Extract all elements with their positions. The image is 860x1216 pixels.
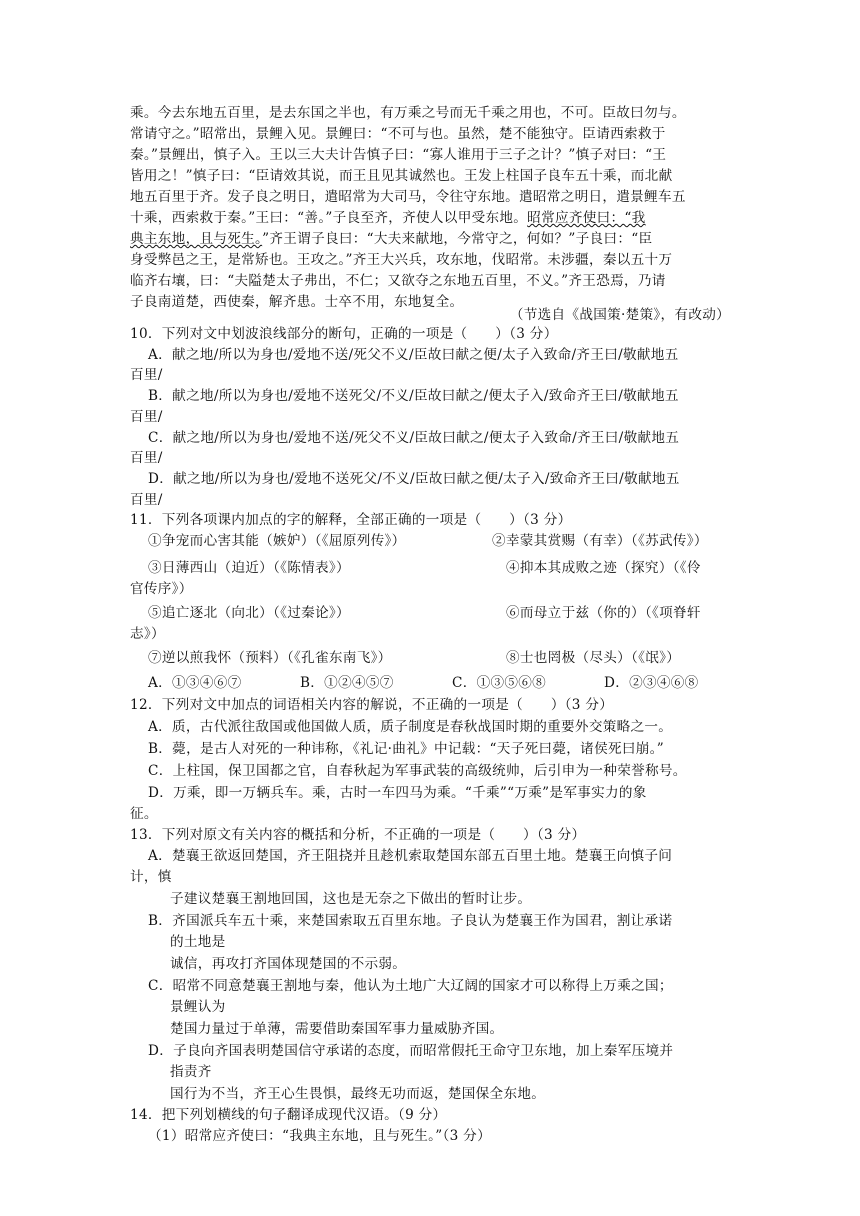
- q10-option-b-cont: 百里/: [130, 409, 163, 425]
- passage-line: 常请守之。”昭常出，景鲤入见。景鲤曰：“不可与也。虽然，楚不能独守。臣请西索救于: [130, 126, 666, 142]
- q11-item-6: ⑥而母立于兹（你的）（《项脊轩: [506, 605, 701, 621]
- q11-choice-d: D．②③④⑥⑧: [604, 675, 699, 691]
- passage-source: （节选自《战国策·楚策》，有改动）: [509, 307, 730, 323]
- passage-text: ”齐王谓子良曰：“大夫来献地，今常守之，何如？”子良曰：“臣: [262, 231, 653, 247]
- q13-option-b-cont: 的土地是: [170, 934, 226, 950]
- passage-line: 临齐右壤，曰：“夫隘楚太子弗出，不仁；又欲夺之东地五百里，不义。”齐王恐焉，乃请: [130, 273, 666, 289]
- q10-option-b: B．献之地/所以为身也/爱地不送死父/不义/臣故曰献之/便太子入/致命齐王曰/敬献地五: [148, 388, 679, 404]
- passage-line: [130, 209, 730, 227]
- q11-choice-c: C．①③⑤⑥⑧: [452, 675, 547, 691]
- q13-option-c-cont: 楚国力量过于单薄，需要借助秦国军事力量威胁齐国。: [170, 1021, 504, 1037]
- wavy-underlined-text: 典主东地，且与死生。: [130, 231, 263, 247]
- q11-choice-a: A．①③④⑥⑦: [148, 675, 242, 691]
- q13-option-c-cont: 景鲤认为: [170, 999, 226, 1015]
- q14-sub-1: （1）昭常应齐使曰：“我典主东地，且与死生。”（3 分）: [148, 1128, 491, 1144]
- q13-option-d-cont: 国行为不当，齐王心生畏惧，最终无功而返，楚国保全东地。: [170, 1086, 546, 1102]
- q13-option-c: C．昭常不同意楚襄王割地与秦，他认为土地广大辽阔的国家才可以称得上万乘之国；: [148, 978, 673, 994]
- q12-option-c: C．上柱国，保卫国都之官，自春秋起为军事武装的高级统帅，后引申为一种荣誉称号。: [148, 763, 687, 779]
- q11-item-8: ⑧士也罔极（尽头）（《氓》）: [506, 650, 681, 666]
- question-11-stem: 11．下列各项课内加点的字的解释，全部正确的一项是（ ）（3 分）: [130, 512, 572, 528]
- passage-text: 十乘，西索救于秦。”王曰：“善。”子良至齐，齐使人以甲受东地。: [130, 210, 528, 226]
- q10-option-c: C．献之地/所以为身也/爱地不送/死父不义/臣故曰献之/便太子入致命/齐王曰/敬献地五: [148, 430, 680, 446]
- passage-line: 秦。”景鲤出，慎子入。王以三大夫计告慎子曰：“寡人谁用于三子之计？”慎子对曰：“王: [130, 147, 667, 163]
- q12-option-d: D．万乘，即一万辆兵车。乘，古时一车四马为乘。“千乘”“万乘”是军事实力的象: [148, 785, 647, 801]
- q13-option-a-cont: 子建议楚襄王割地回国，这也是无奈之下做出的暂时让步。: [170, 891, 532, 907]
- passage-line: [130, 230, 730, 248]
- passage-line: 皆用之！”慎子曰：“臣请效其说，而王且见其诚然也。王发上柱国子良车五十乘，而北献: [130, 168, 673, 184]
- question-10-stem: 10．下列对文中划波浪线部分的断句，正确的一项是（ ）（3 分）: [130, 326, 558, 342]
- q11-item-7: ⑦逆以煎我怀（预料）（《孔雀东南飞》）: [148, 650, 392, 666]
- q11-item: [492, 532, 732, 550]
- q13-option-d: D．子良向齐国表明楚国信守承诺的态度，而昭常假托王命守卫东地，加上秦军压境并: [148, 1043, 674, 1059]
- q11-choice-b: B．①②④⑤⑦: [300, 675, 394, 691]
- q11-item-3: ③日薄西山（迫近）（《陈情表》）: [148, 560, 350, 576]
- q12-option-a: A．质，古代派往敌国或他国做人质，质子制度是春秋战国时期的重要外交策略之一。: [148, 719, 673, 735]
- passage-line: 子良南道楚，西使秦，解齐患。士卒不用，东地复全。: [130, 294, 464, 310]
- passage-line: 身受弊邑之王，是常矫也。王攻之。”齐王大兴兵，攻东地，伐昭常。未涉疆，秦以五十万: [130, 252, 673, 268]
- question-13-stem: 13．下列对原文有关内容的概括和分析，不正确的一项是（ ）（3 分）: [130, 827, 586, 843]
- q13-option-d-cont: 指责齐: [170, 1064, 212, 1080]
- q10-option-a-cont: 百里/: [130, 367, 163, 383]
- q13-option-b-cont: 诚信，再攻打齐国体现楚国的不示弱。: [170, 956, 407, 972]
- question-14-stem: 14．把下列划横线的句子翻译成现代汉语。（9 分）: [130, 1107, 447, 1123]
- passage-line: 乘。今去东地五百里，是去东国之半也，有万乘之号而无千乘之用也，不可。臣故曰勿与。: [130, 105, 686, 121]
- q13-option-a: A．楚襄王欲返回楚国，齐王阻挠并且趁机索取楚国东部五百里土地。楚襄王向慎子问: [148, 848, 673, 864]
- q11-item-4-cont: 官传序》）: [130, 581, 193, 597]
- q11-item-2: ②幸蒙其赏赐（有幸）（《苏武传》）: [492, 533, 708, 549]
- q12-option-d-cont: 征。: [130, 806, 158, 822]
- q13-option-a-cont: 计，慎: [130, 869, 172, 885]
- q11-item-5: ⑤追亡逐北（向北）（《过秦论》）: [148, 605, 350, 621]
- passage-line: 地五百里于齐。发子良之明日，遣昭常为大司马，令往守东地。遣昭常之明日，遣景鲤车五: [130, 189, 686, 205]
- question-12-stem: 12．下列对文中加点的词语相关内容的解说，不正确的一项是（ ）（3 分）: [130, 697, 614, 713]
- q10-option-d-cont: 百里/: [130, 492, 163, 508]
- q10-option-d: D．献之地/所以为身也/爱地不送死父/不义/臣故曰献之便/太子入/致命齐王曰/敬献地五: [148, 471, 680, 487]
- q11-item-6-cont: 志》）: [130, 626, 165, 642]
- q10-option-a: A．献之地/所以为身也/爱地不送/死父不义/臣故曰献之便/太子入致命/齐王曰/敬献地五: [148, 347, 679, 363]
- q12-option-b: B．薨，是古人对死的一种讳称，《礼记·曲礼》中记载：“天子死曰薨，诸侯死曰崩。”: [148, 741, 664, 757]
- q11-item-4: ④抑本其成败之迹（探究）（《伶: [506, 560, 701, 576]
- q10-option-c-cont: 百里/: [130, 450, 163, 466]
- wavy-underlined-text: 昭常应齐使曰：“我: [527, 210, 646, 226]
- q11-item-1: ①争宠而心害其能（嫉妒）（《屈原列传》）: [148, 533, 406, 549]
- q13-option-b: B．齐国派兵车五十乘，来楚国索取五百里东地。子良认为楚襄王作为国君，割让承诺: [148, 913, 673, 929]
